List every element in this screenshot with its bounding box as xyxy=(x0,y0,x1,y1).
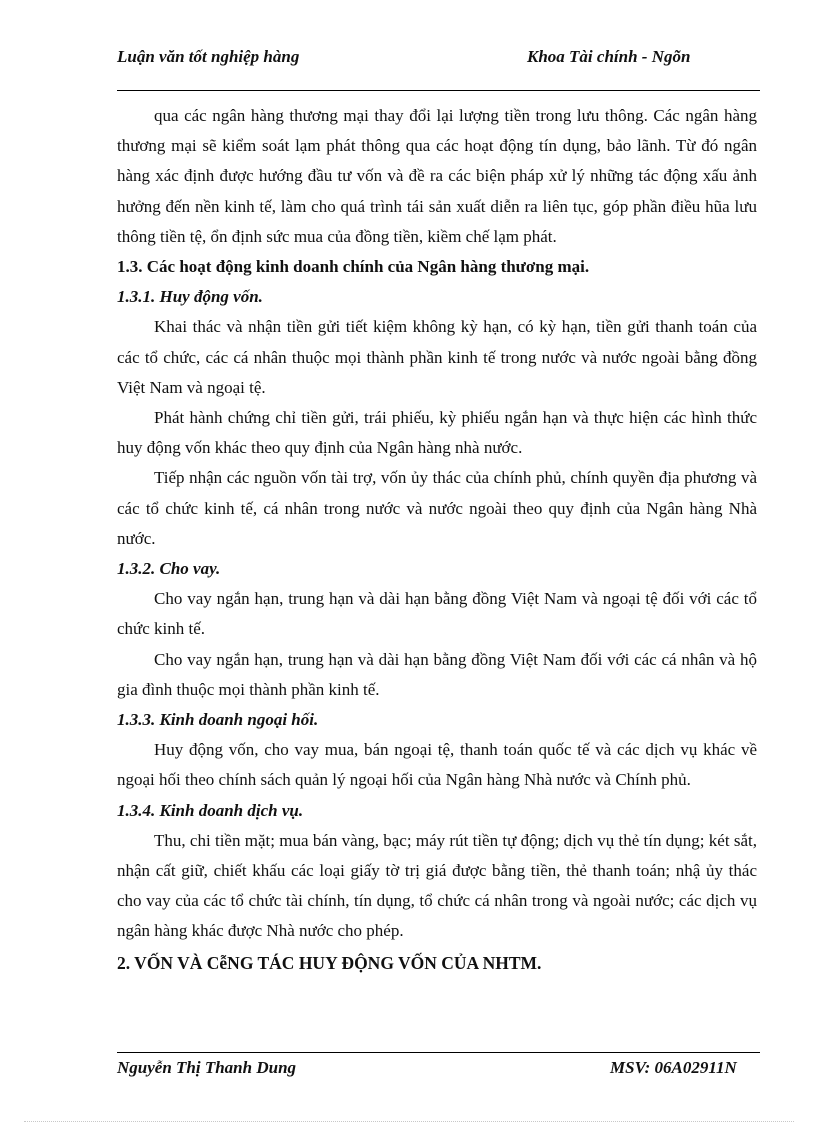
heading-1-3-4: 1.3.4. Kinh doanh dịch vụ. xyxy=(117,800,304,820)
heading-1-3-1: 1.3.1. Huy động vốn. xyxy=(117,287,263,307)
heading-2: 2. VỐN VÀ CễNG TÁC HUY ĐỘNG VỐN CỦA NHTM. xyxy=(117,952,542,973)
paragraph-1-3-2-b: Cho vay ngắn hạn, trung hạn và dài hạn bằng đồng Việt Nam đối với các cá nhân và hộ gia đình thuộc mọi thành phần kinh tế. xyxy=(117,649,757,699)
document-body xyxy=(117,101,757,979)
heading-1-3-2: 1.3.2. Cho vay. xyxy=(117,559,221,579)
footer-student-id: MSV: 06A02911N xyxy=(610,1058,737,1077)
paragraph-1-3-1-c: Tiếp nhận các nguồn vốn tài trợ, vốn ủy thác của chính phủ, chính quyền địa phương và các tổ chức kinh tế, cá nhân trong nước và nước ngoài theo quy định của Ngân hàng Nhà nước. xyxy=(117,468,757,548)
page-edge-divider xyxy=(24,1121,794,1122)
paragraph-1-3-4: Thu, chi tiền mặt; mua bán vàng, bạc; máy rút tiền tự động; dịch vụ thẻ tín dụng; két sắt, nhận cất giữ, chiết khấu các loại giấy tờ trị giá được bằng tiền, thẻ thanh toán; nhậ ủy thác cho vay của các tổ chức tài chính, tín dụng, tổ chức cá nhân trong và ngoài nước; các dịch vụ ngân hàng khác được Nhà nước cho phép. xyxy=(117,830,757,941)
footer-rule xyxy=(117,1052,760,1053)
paragraph-1-3-3: Huy động vốn, cho vay mua, bán ngoại tệ, thanh toán quốc tế và các dịch vụ khác về ngoại hối theo chính sách quản lý ngoại hối của Ngân hàng Nhà nước và Chính phủ. xyxy=(117,740,757,790)
header-thesis-title: Luận văn tốt nghiệp hàng xyxy=(117,47,300,66)
paragraph-1-3-2-a: Cho vay ngắn hạn, trung hạn và dài hạn bằng đồng Việt Nam và ngoại tệ đối với các tổ chức kinh tế. xyxy=(117,589,757,639)
paragraph-1-3-1-a: Khai thác và nhận tiền gửi tiết kiệm không kỳ hạn, có kỳ hạn, tiền gửi thanh toán của các tổ chức, các cá nhân thuộc mọi thành phần kinh tế trong nước và nước ngoài bằng đồng Việt Nam và ngoại tệ. xyxy=(117,317,757,397)
page-header xyxy=(117,44,760,91)
heading-1-3: 1.3. Các hoạt động kinh doanh chính của Ngân hàng thương mại. xyxy=(117,257,590,277)
heading-1-3-3: 1.3.3. Kinh doanh ngoại hối. xyxy=(117,710,319,730)
paragraph-intro: qua các ngân hàng thương mại thay đổi lại lượng tiền trong lưu thông. Các ngân hàng thương mại sẽ kiểm soát lạm phát thông qua các hoạt động tín dụng, bảo lãnh. Từ đó ngân hàng xác định được hướng đầu tư vốn và đề ra các biện pháp xử lý những tác động xấu ảnh hưởng đến nền kinh tế, làm cho quá trình tái sản xuất diễn ra liên tục, góp phần điều hũa lưu thông tiền tệ, ổn định sức mua của đồng tiền, kiềm chế lạm phát. xyxy=(117,106,757,246)
header-faculty: Khoa Tài chính - Ngõn xyxy=(527,47,691,66)
paragraph-1-3-1-b: Phát hành chứng chỉ tiền gửi, trái phiếu, kỳ phiếu ngắn hạn và thực hiện các hình thức huy động vốn khác theo quy định của Ngân hàng nhà nước. xyxy=(117,408,757,458)
footer-author: Nguyễn Thị Thanh Dung xyxy=(117,1058,297,1077)
